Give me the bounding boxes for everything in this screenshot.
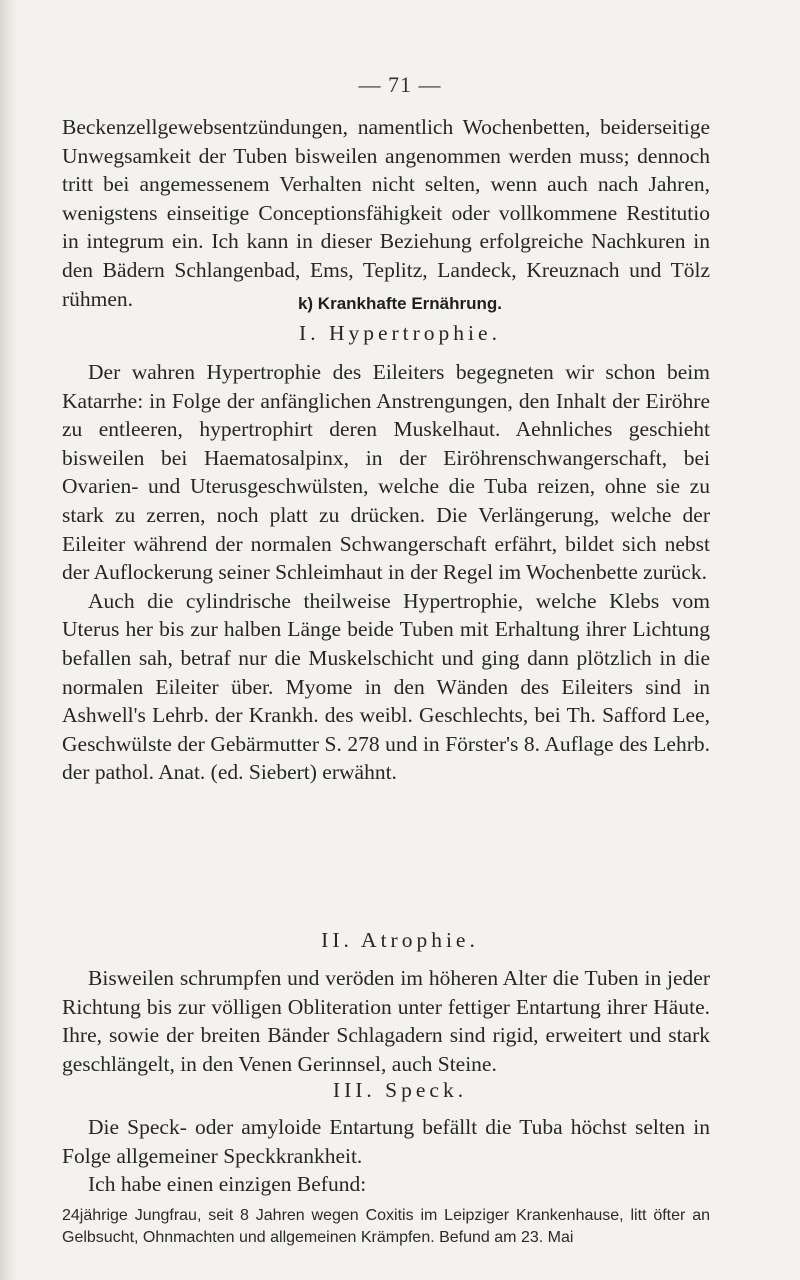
intro-paragraph-block: [62, 113, 710, 313]
atrophie-block: [62, 964, 710, 1078]
hypertrophie-paragraph-1: Der wahren Hypertrophie des Eileiters begegneten wir schon beim Katarrhe: in Folge der anfänglichen Anstrengungen, den Inhalt der Eiröhre zu entleeren, hypertrophirt deren Muskelhaut. Aehnliches geschieht bisweilen bei Haematosalpinx, in der Eiröhrenschwangerschaft, bei Ovarien- und Uterusgeschwülsten, welche die Tuba reizen, ohne sie zu stark zu zerren, noch platt zu drücken. Die Verlängerung, welche der Eileiter während der normalen Schwangerschaft erfährt, bildet sich nebst der Auflockerung seiner Schleimhaut in der Regel im Wochenbette zurück.: [62, 360, 710, 585]
case-note-block: [62, 1205, 710, 1249]
speck-block: [62, 1113, 710, 1199]
intro-paragraph: Beckenzellgewebsentzündungen, namentlich Wochenbetten, beiderseitige Unwegsamkeit der Tuben bisweilen angenommen werden muss; dennoch tritt bei angemessenem Verhalten nicht selten, wenn auch nach Jahren, wenigstens einseitige Conceptionsfähigkeit oder vollkommene Restitutio in integrum ein. Ich kann in dieser Beziehung erfolgreiche Nachkuren in den Bädern Schlangenbad, Ems, Teplitz, Landeck, Kreuznach und Tölz rühmen.: [62, 115, 710, 311]
case-note-text: 24jährige Jungfrau, seit 8 Jahren wegen Coxitis im Leipziger Krankenhause, litt öfter an Gelbsucht, Ohnmachten und allgemeinen Krämpfen. Befund am 23. Mai: [62, 1207, 710, 1246]
speck-paragraph-1: Die Speck- oder amyloide Entartung befällt die Tuba höchst selten in Folge allgemeiner Speckkrankheit.: [62, 1115, 710, 1168]
subheading-atrophie: II. Atrophie.: [321, 928, 479, 952]
atrophie-paragraph: Bisweilen schrumpfen und veröden im höheren Alter die Tuben in jeder Richtung bis zur völligen Obliteration unter fettiger Entartung ihrer Häute. Ihre, sowie der breiten Bänder Schlagadern sind rigid, erweitert und stark geschlängelt, in den Venen Gerinnsel, auch Steine.: [62, 966, 710, 1076]
section-heading-krankhafte-ernaehrung: k) Krankhafte Ernährung.: [297, 294, 503, 313]
hypertrophie-block: [62, 358, 710, 787]
page-number: — 71 —: [358, 72, 442, 97]
hypertrophie-paragraph-2: Auch die cylindrische theilweise Hypertrophie, welche Klebs vom Uterus her bis zur halben Länge beide Tuben mit Erhaltung ihrer Lichtung befallen sah, betraf nur die Muskelschicht und ging dann plötzlich in die normalen Eileiter über. Myome in den Wänden des Eileiters sind in Ashwell's Lehrb. der Krankh. des weibl. Geschlechts, bei Th. Safford Lee, Geschwülste der Gebärmutter S. 278 und in Förster's 8. Auflage des Lehrb. der pathol. Anat. (ed. Siebert) erwähnt.: [62, 588, 710, 785]
subheading-speck: III. Speck.: [332, 1078, 468, 1102]
subheading-hypertrophie: I. Hypertrophie.: [299, 321, 501, 345]
speck-paragraph-2: Ich habe einen einzigen Befund:: [88, 1172, 367, 1197]
